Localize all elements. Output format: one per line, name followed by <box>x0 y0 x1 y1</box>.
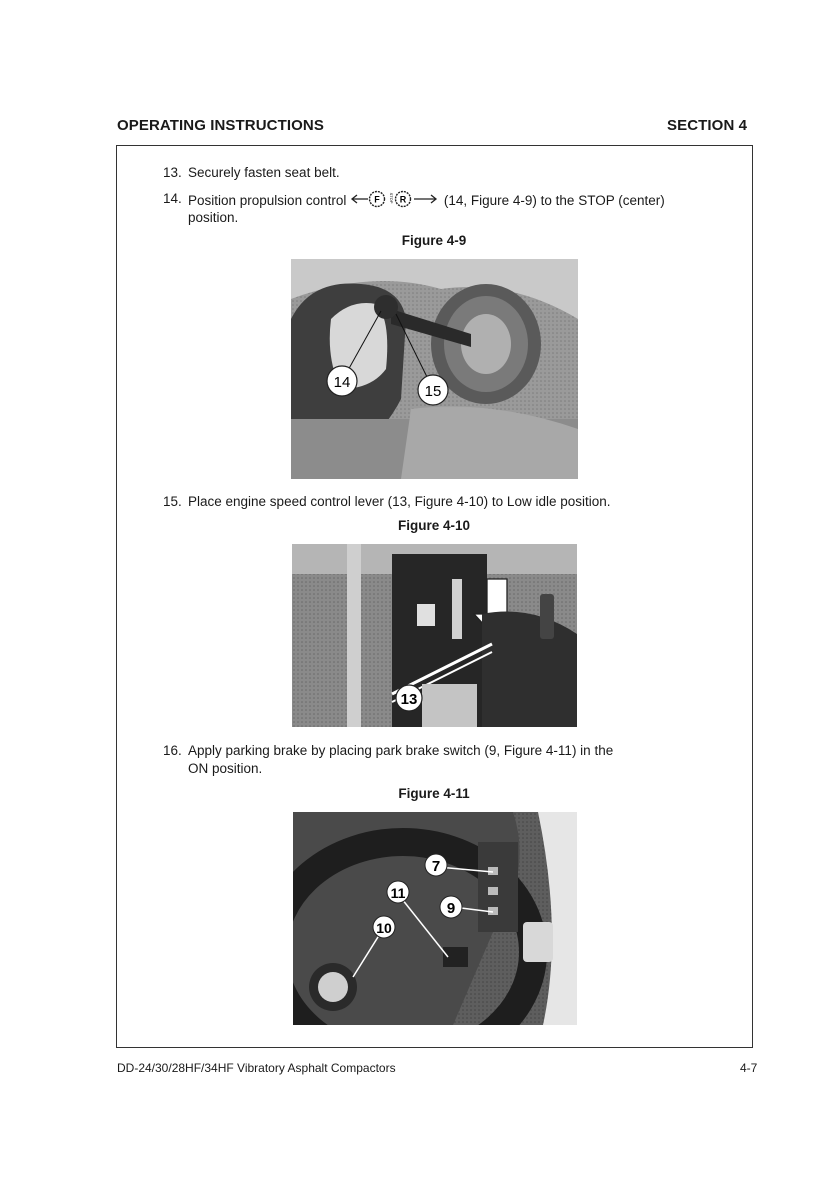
callout-10: 10 <box>376 920 392 936</box>
figure-4-9-photo <box>291 259 578 479</box>
step-text-line <box>188 190 665 213</box>
footer-page-number: 4-7 <box>740 1061 758 1075</box>
figure-4-11-photo <box>293 812 577 1025</box>
step-text: Securely fasten seat belt. <box>188 165 340 180</box>
step-16-continuation: ON position. <box>188 761 263 776</box>
callout-14: 14 <box>333 374 351 391</box>
step-text: Place engine speed control lever (13, Figure 4-10) to Low idle position. <box>188 494 611 509</box>
step-number: 14. <box>163 191 182 206</box>
figure-4-10-photo <box>292 544 577 727</box>
step-text-before: Position propulsion control <box>188 193 347 209</box>
callout-9: 9 <box>446 900 456 917</box>
figure-caption: Figure 4-10 <box>397 518 471 533</box>
stop-symbol-text: STOP <box>389 192 395 204</box>
propulsion-control-symbol-icon <box>350 190 440 213</box>
section-number: SECTION 4 <box>667 117 748 134</box>
footer-document-title: DD-24/30/28HF/34HF Vibratory Asphalt Compactors <box>117 1061 396 1075</box>
step-number: 16. <box>163 743 182 758</box>
callout-15: 15 <box>424 383 442 400</box>
callout-11: 11 <box>390 885 406 901</box>
forward-symbol-text: F <box>374 194 380 205</box>
figure-caption: Figure 4-11 <box>398 786 470 801</box>
figure-caption: Figure 4-9 <box>401 233 467 248</box>
step-text: Apply parking brake by placing park brake switch (9, Figure 4-11) in the <box>188 743 614 758</box>
step-number: 15. <box>163 494 182 509</box>
step-text-after: (14, Figure 4-9) to the STOP (center) <box>443 193 665 209</box>
section-title: OPERATING INSTRUCTIONS <box>117 117 324 134</box>
step-number: 13. <box>163 165 182 180</box>
callout-7: 7 <box>431 858 441 875</box>
callout-13: 13 <box>400 691 418 708</box>
reverse-symbol-text: R <box>399 194 407 205</box>
step-14-continuation: position. <box>188 210 239 225</box>
